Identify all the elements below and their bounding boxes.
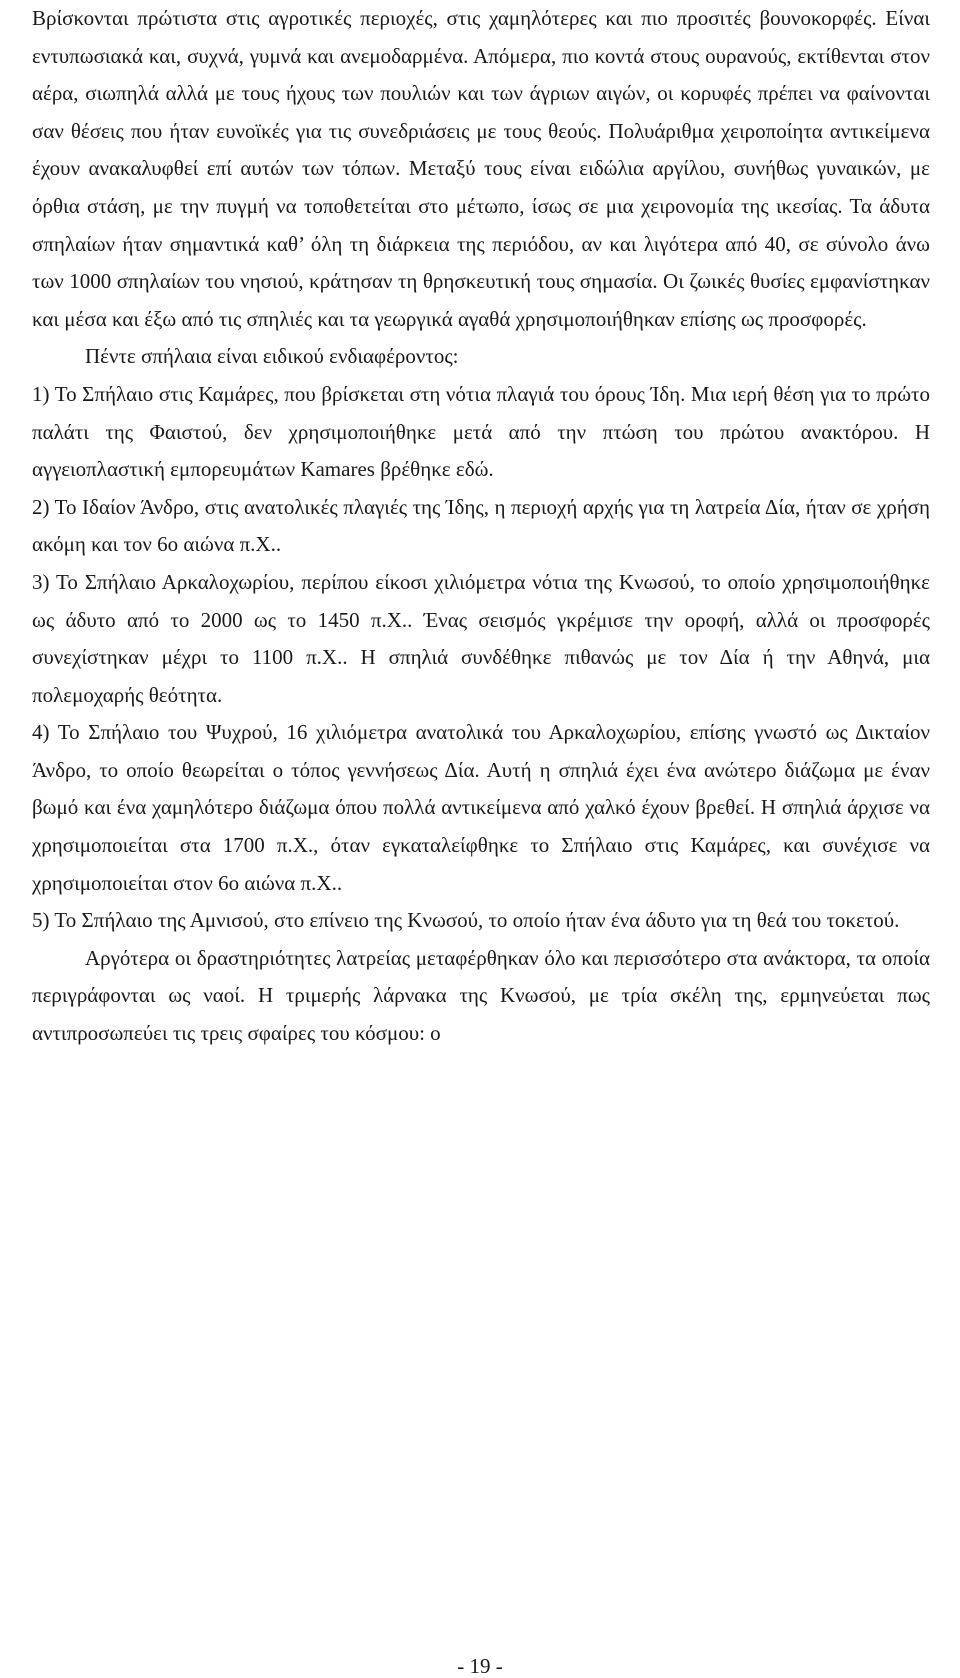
paragraph-mountain-sanctuaries: Βρίσκονται πρώτιστα στις αγροτικές περιοχές, στις χαμηλότερες και πιο προσιτές βουνοκορφές. Είναι εντυπωσιακά και, συχνά, γυμνά και ανεμοδαρμένα. Απόμερα, πιο κοντά στους ουρανούς, εκτίθενται στον αέρα, σιωπηλά αλλά με τους ήχους των πουλιών και των άγριων αιγών, οι κορυφές πρέπει να φαίνονται σαν θέσεις που ήταν ευνοϊκές για τις συνεδριάσεις με τους θεούς. Πολυάριθμα χειροποίητα αντικείμενα έχουν ανακαλυφθεί επί αυτών των τόπων. Μεταξύ τους είναι ειδώλια αργίλου, συνήθως γυναικών, με όρθια στάση, με την πυγμή να τοποθετείται στο μέτωπο, ίσως σε μια χειρονομία της ικεσίας. Τα άδυτα σπηλαίων ήταν σημαντικά καθ’ όλη τη διάρκεια της περιόδου, αν και λιγότερα από 40, σε σύνολο άνω των 1000 σπηλαίων του νησιού, κράτησαν τη θρησκευτική τους σημασία. Οι ζωικές θυσίες εμφανίστηκαν και μέσα και έξω από τις σπηλιές και τα γεωργικά αγαθά χρησιμοποιήθηκαν επίσης ως προσφορές. xyxy=(32,6,930,331)
document-page xyxy=(32,0,930,1053)
list-item-arkalochori-cave: 3) Το Σπήλαιο Αρκαλοχωρίου, περίπου είκοσι χιλιόμετρα νότια της Κνωσού, το οποίο χρησιμοποιήθηκε ως άδυτο από το 2000 ως το 1450 π.Χ.. Ένας σεισμός γκρέμισε την οροφή, αλλά οι προσφορές συνεχίστηκαν μέχρι το 1100 π.Χ.. Η σπηλιά συνδέθηκε πιθανώς με τον Δία ή την Αθηνά, μια πολεμοχαρής θεότητα. xyxy=(32,569,930,707)
page-number: - 19 - xyxy=(457,1654,503,1678)
list-item-kamares-cave: 1) Το Σπήλαιο στις Καμάρες, που βρίσκεται στη νότια πλαγιά του όρους Ίδη. Μια ιερή θέση για το πρώτο παλάτι της Φαιστού, δεν χρησιμοποιήθηκε μετά από την πτώση του πρώτου ανακτόρου. Η αγγειοπλαστική εμπορευμάτων Kamares βρέθηκε εδώ. xyxy=(32,381,930,482)
paragraph-five-caves-intro: Πέντε σπήλαια είναι ειδικού ενδιαφέροντος: xyxy=(85,344,459,369)
paragraph-later-cult-activities: Αργότερα οι δραστηριότητες λατρείας μεταφέρθηκαν όλο και περισσότερο στα ανάκτορα, τα οποία περιγράφονται ως ναοί. Η τριμερής λάρνακα της Κνωσού, με τρία σκέλη της, ερμηνεύεται πως αντιπροσωπεύει τις τρεις σφαίρες του κόσμου: ο xyxy=(32,945,930,1046)
list-item-amnisos-cave: 5) Το Σπήλαιο της Αμνισού, στο επίνειο της Κνωσού, το οποίο ήταν ένα άδυτο για τη θεά του τοκετού. xyxy=(32,908,900,933)
list-item-idaean-cave: 2) Το Ιδαίον Άνδρο, στις ανατολικές πλαγιές της Ίδης, η περιοχή αρχής για τη λατρεία Δία, ήταν σε χρήση ακόμη και τον 6ο αιώνα π.Χ.. xyxy=(32,494,930,557)
list-item-psychro-cave: 4) Το Σπήλαιο του Ψυχρού, 16 χιλιόμετρα ανατολικά του Αρκαλοχωρίου, επίσης γνωστό ως Δικταίον Άνδρο, το οποίο θεωρείται ο τόπος γεννήσεως Δία. Αυτή η σπηλιά έχει ένα ανώτερο διάζωμα με έναν βωμό και ένα χαμηλότερο διάζωμα όπου πολλά αντικείμενα από χαλκό έχουν βρεθεί. Η σπηλιά άρχισε να χρησιμοποιείται στα 1700 π.Χ., όταν εγκαταλείφθηκε το Σπήλαιο στις Καμάρες, και συνέχισε να χρησιμοποιείται στον 6ο αιώνα π.Χ.. xyxy=(32,720,930,895)
